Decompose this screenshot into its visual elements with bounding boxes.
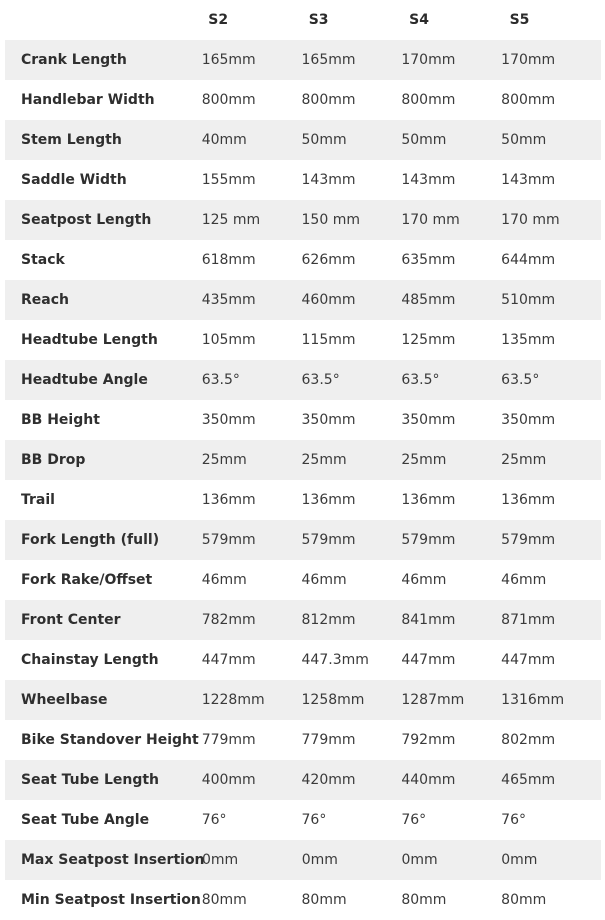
table-row bbox=[5, 280, 601, 320]
row-value-s3: 812mm bbox=[301, 612, 356, 628]
row-label: Seatpost Length bbox=[21, 212, 152, 228]
row-value-s4: 76° bbox=[401, 812, 427, 828]
row-value-s5: 0mm bbox=[501, 852, 538, 868]
row-label: BB Drop bbox=[21, 452, 86, 468]
table-row bbox=[5, 160, 601, 200]
column-header-s5: S5 bbox=[509, 12, 530, 28]
table-row bbox=[5, 320, 601, 360]
row-value-s2: 80mm bbox=[201, 892, 247, 908]
row-label: Max Seatpost Insertion bbox=[21, 852, 205, 868]
row-value-s4: 170mm bbox=[401, 52, 456, 68]
row-value-s5: 644mm bbox=[501, 252, 556, 268]
row-value-s2: 779mm bbox=[201, 732, 256, 748]
row-label: Front Center bbox=[21, 612, 121, 628]
table-row bbox=[5, 560, 601, 600]
table-row bbox=[5, 720, 601, 760]
row-value-s5: 76° bbox=[501, 812, 526, 828]
row-value-s5: 1316mm bbox=[501, 692, 565, 708]
row-value-s4: 485mm bbox=[401, 292, 456, 308]
row-value-s3: 579mm bbox=[301, 532, 356, 548]
row-value-s5: 170mm bbox=[501, 52, 556, 68]
row-value-s3: 350mm bbox=[301, 412, 356, 428]
row-value-s5: 579mm bbox=[501, 532, 556, 548]
row-value-s3: 25mm bbox=[301, 452, 347, 468]
row-value-s2: 579mm bbox=[201, 532, 256, 548]
row-label: Chainstay Length bbox=[21, 652, 159, 668]
row-value-s4: 447mm bbox=[401, 652, 456, 668]
row-label: Stem Length bbox=[21, 132, 122, 148]
table-row bbox=[5, 240, 601, 280]
row-value-s5: 46mm bbox=[501, 572, 547, 588]
row-value-s2: 125 mm bbox=[201, 212, 261, 228]
row-value-s3: 115mm bbox=[301, 332, 356, 348]
row-label: Min Seatpost Insertion bbox=[21, 892, 201, 908]
column-header-s2: S2 bbox=[208, 12, 229, 28]
row-value-s5: 800mm bbox=[501, 92, 556, 108]
row-value-s3: 50mm bbox=[301, 132, 347, 148]
table-row bbox=[5, 760, 601, 800]
row-value-s3: 779mm bbox=[301, 732, 356, 748]
table-row bbox=[5, 680, 601, 720]
row-value-s4: 1287mm bbox=[401, 692, 465, 708]
row-value-s5: 871mm bbox=[501, 612, 556, 628]
table-row bbox=[5, 520, 601, 560]
row-label: Bike Standover Height bbox=[21, 732, 199, 748]
row-label: Headtube Angle bbox=[21, 372, 148, 388]
row-value-s2: 1228mm bbox=[201, 692, 265, 708]
row-value-s3: 143mm bbox=[301, 172, 356, 188]
row-value-s3: 447.3mm bbox=[301, 652, 369, 668]
row-label: Headtube Length bbox=[21, 332, 158, 348]
row-label: Seat Tube Length bbox=[21, 772, 160, 788]
row-value-s5: 50mm bbox=[501, 132, 547, 148]
row-value-s4: 25mm bbox=[401, 452, 447, 468]
row-value-s4: 50mm bbox=[401, 132, 447, 148]
row-value-s4: 46mm bbox=[401, 572, 447, 588]
row-label: Saddle Width bbox=[21, 172, 127, 188]
table-row bbox=[5, 80, 601, 120]
row-value-s2: 105mm bbox=[201, 332, 256, 348]
column-header-s3: S3 bbox=[308, 12, 329, 28]
table-body bbox=[0, 40, 605, 920]
row-label: Fork Rake/Offset bbox=[21, 572, 153, 588]
row-value-s2: 46mm bbox=[201, 572, 247, 588]
row-value-s3: 420mm bbox=[301, 772, 356, 788]
row-value-s3: 626mm bbox=[301, 252, 356, 268]
row-value-s3: 46mm bbox=[301, 572, 347, 588]
row-value-s4: 63.5° bbox=[401, 372, 440, 388]
row-value-s2: 0mm bbox=[202, 852, 239, 868]
row-value-s5: 135mm bbox=[501, 332, 556, 348]
row-value-s2: 400mm bbox=[201, 772, 256, 788]
row-value-s2: 782mm bbox=[201, 612, 256, 628]
row-value-s2: 447mm bbox=[201, 652, 256, 668]
row-value-s4: 350mm bbox=[401, 412, 456, 428]
row-value-s3: 63.5° bbox=[301, 372, 340, 388]
table-header bbox=[0, 0, 605, 40]
row-value-s2: 165mm bbox=[201, 52, 256, 68]
row-value-s5: 465mm bbox=[501, 772, 556, 788]
row-label: BB Height bbox=[21, 412, 100, 428]
row-value-s2: 25mm bbox=[201, 452, 247, 468]
row-value-s5: 25mm bbox=[501, 452, 547, 468]
row-value-s2: 136mm bbox=[201, 492, 256, 508]
row-value-s4: 440mm bbox=[401, 772, 456, 788]
row-value-s2: 435mm bbox=[201, 292, 256, 308]
row-value-s2: 800mm bbox=[201, 92, 256, 108]
row-label: Fork Length (full) bbox=[21, 532, 160, 548]
row-value-s4: 170 mm bbox=[401, 212, 460, 228]
row-value-s2: 618mm bbox=[201, 252, 256, 268]
table-row bbox=[5, 840, 601, 880]
column-header-s4: S4 bbox=[409, 12, 429, 28]
row-value-s5: 350mm bbox=[501, 412, 556, 428]
row-value-s5: 80mm bbox=[501, 892, 547, 908]
row-value-s5: 510mm bbox=[501, 292, 556, 308]
row-value-s3: 150 mm bbox=[301, 212, 360, 228]
row-value-s2: 63.5° bbox=[201, 372, 240, 388]
row-value-s4: 143mm bbox=[401, 172, 456, 188]
row-value-s4: 0mm bbox=[401, 852, 438, 868]
table-row bbox=[5, 400, 601, 440]
table-row bbox=[5, 360, 601, 400]
row-value-s4: 792mm bbox=[401, 732, 456, 748]
table-row bbox=[5, 40, 601, 80]
table-row bbox=[5, 120, 601, 160]
row-value-s3: 460mm bbox=[301, 292, 356, 308]
row-label: Reach bbox=[21, 292, 69, 308]
row-value-s4: 841mm bbox=[401, 612, 456, 628]
row-value-s2: 350mm bbox=[201, 412, 256, 428]
row-label: Trail bbox=[21, 492, 55, 508]
row-value-s3: 800mm bbox=[301, 92, 356, 108]
row-value-s3: 1258mm bbox=[301, 692, 365, 708]
row-value-s3: 0mm bbox=[301, 852, 338, 868]
row-value-s3: 165mm bbox=[301, 52, 356, 68]
row-label: Wheelbase bbox=[21, 692, 108, 708]
row-value-s5: 136mm bbox=[501, 492, 556, 508]
row-value-s3: 76° bbox=[301, 812, 327, 828]
row-value-s5: 170 mm bbox=[501, 212, 560, 228]
row-label: Seat Tube Angle bbox=[21, 812, 150, 828]
table-row bbox=[5, 200, 601, 240]
row-value-s4: 136mm bbox=[401, 492, 456, 508]
table-row bbox=[5, 600, 601, 640]
row-value-s4: 125mm bbox=[401, 332, 456, 348]
row-label: Crank Length bbox=[21, 52, 127, 68]
table-row bbox=[5, 800, 601, 840]
row-label: Handlebar Width bbox=[21, 92, 155, 108]
row-value-s4: 800mm bbox=[401, 92, 456, 108]
row-value-s2: 155mm bbox=[201, 172, 256, 188]
row-value-s3: 136mm bbox=[301, 492, 356, 508]
table-row bbox=[5, 480, 601, 520]
row-label: Stack bbox=[21, 252, 65, 268]
table-row bbox=[5, 880, 601, 920]
row-value-s4: 80mm bbox=[401, 892, 447, 908]
table-row bbox=[5, 440, 601, 480]
row-value-s5: 63.5° bbox=[501, 372, 540, 388]
row-value-s4: 635mm bbox=[401, 252, 456, 268]
table-row bbox=[5, 640, 601, 680]
row-value-s2: 40mm bbox=[201, 132, 247, 148]
row-value-s5: 802mm bbox=[501, 732, 556, 748]
row-value-s5: 447mm bbox=[501, 652, 556, 668]
row-value-s3: 80mm bbox=[301, 892, 347, 908]
row-value-s5: 143mm bbox=[501, 172, 556, 188]
row-value-s4: 579mm bbox=[401, 532, 456, 548]
row-value-s2: 76° bbox=[201, 812, 227, 828]
